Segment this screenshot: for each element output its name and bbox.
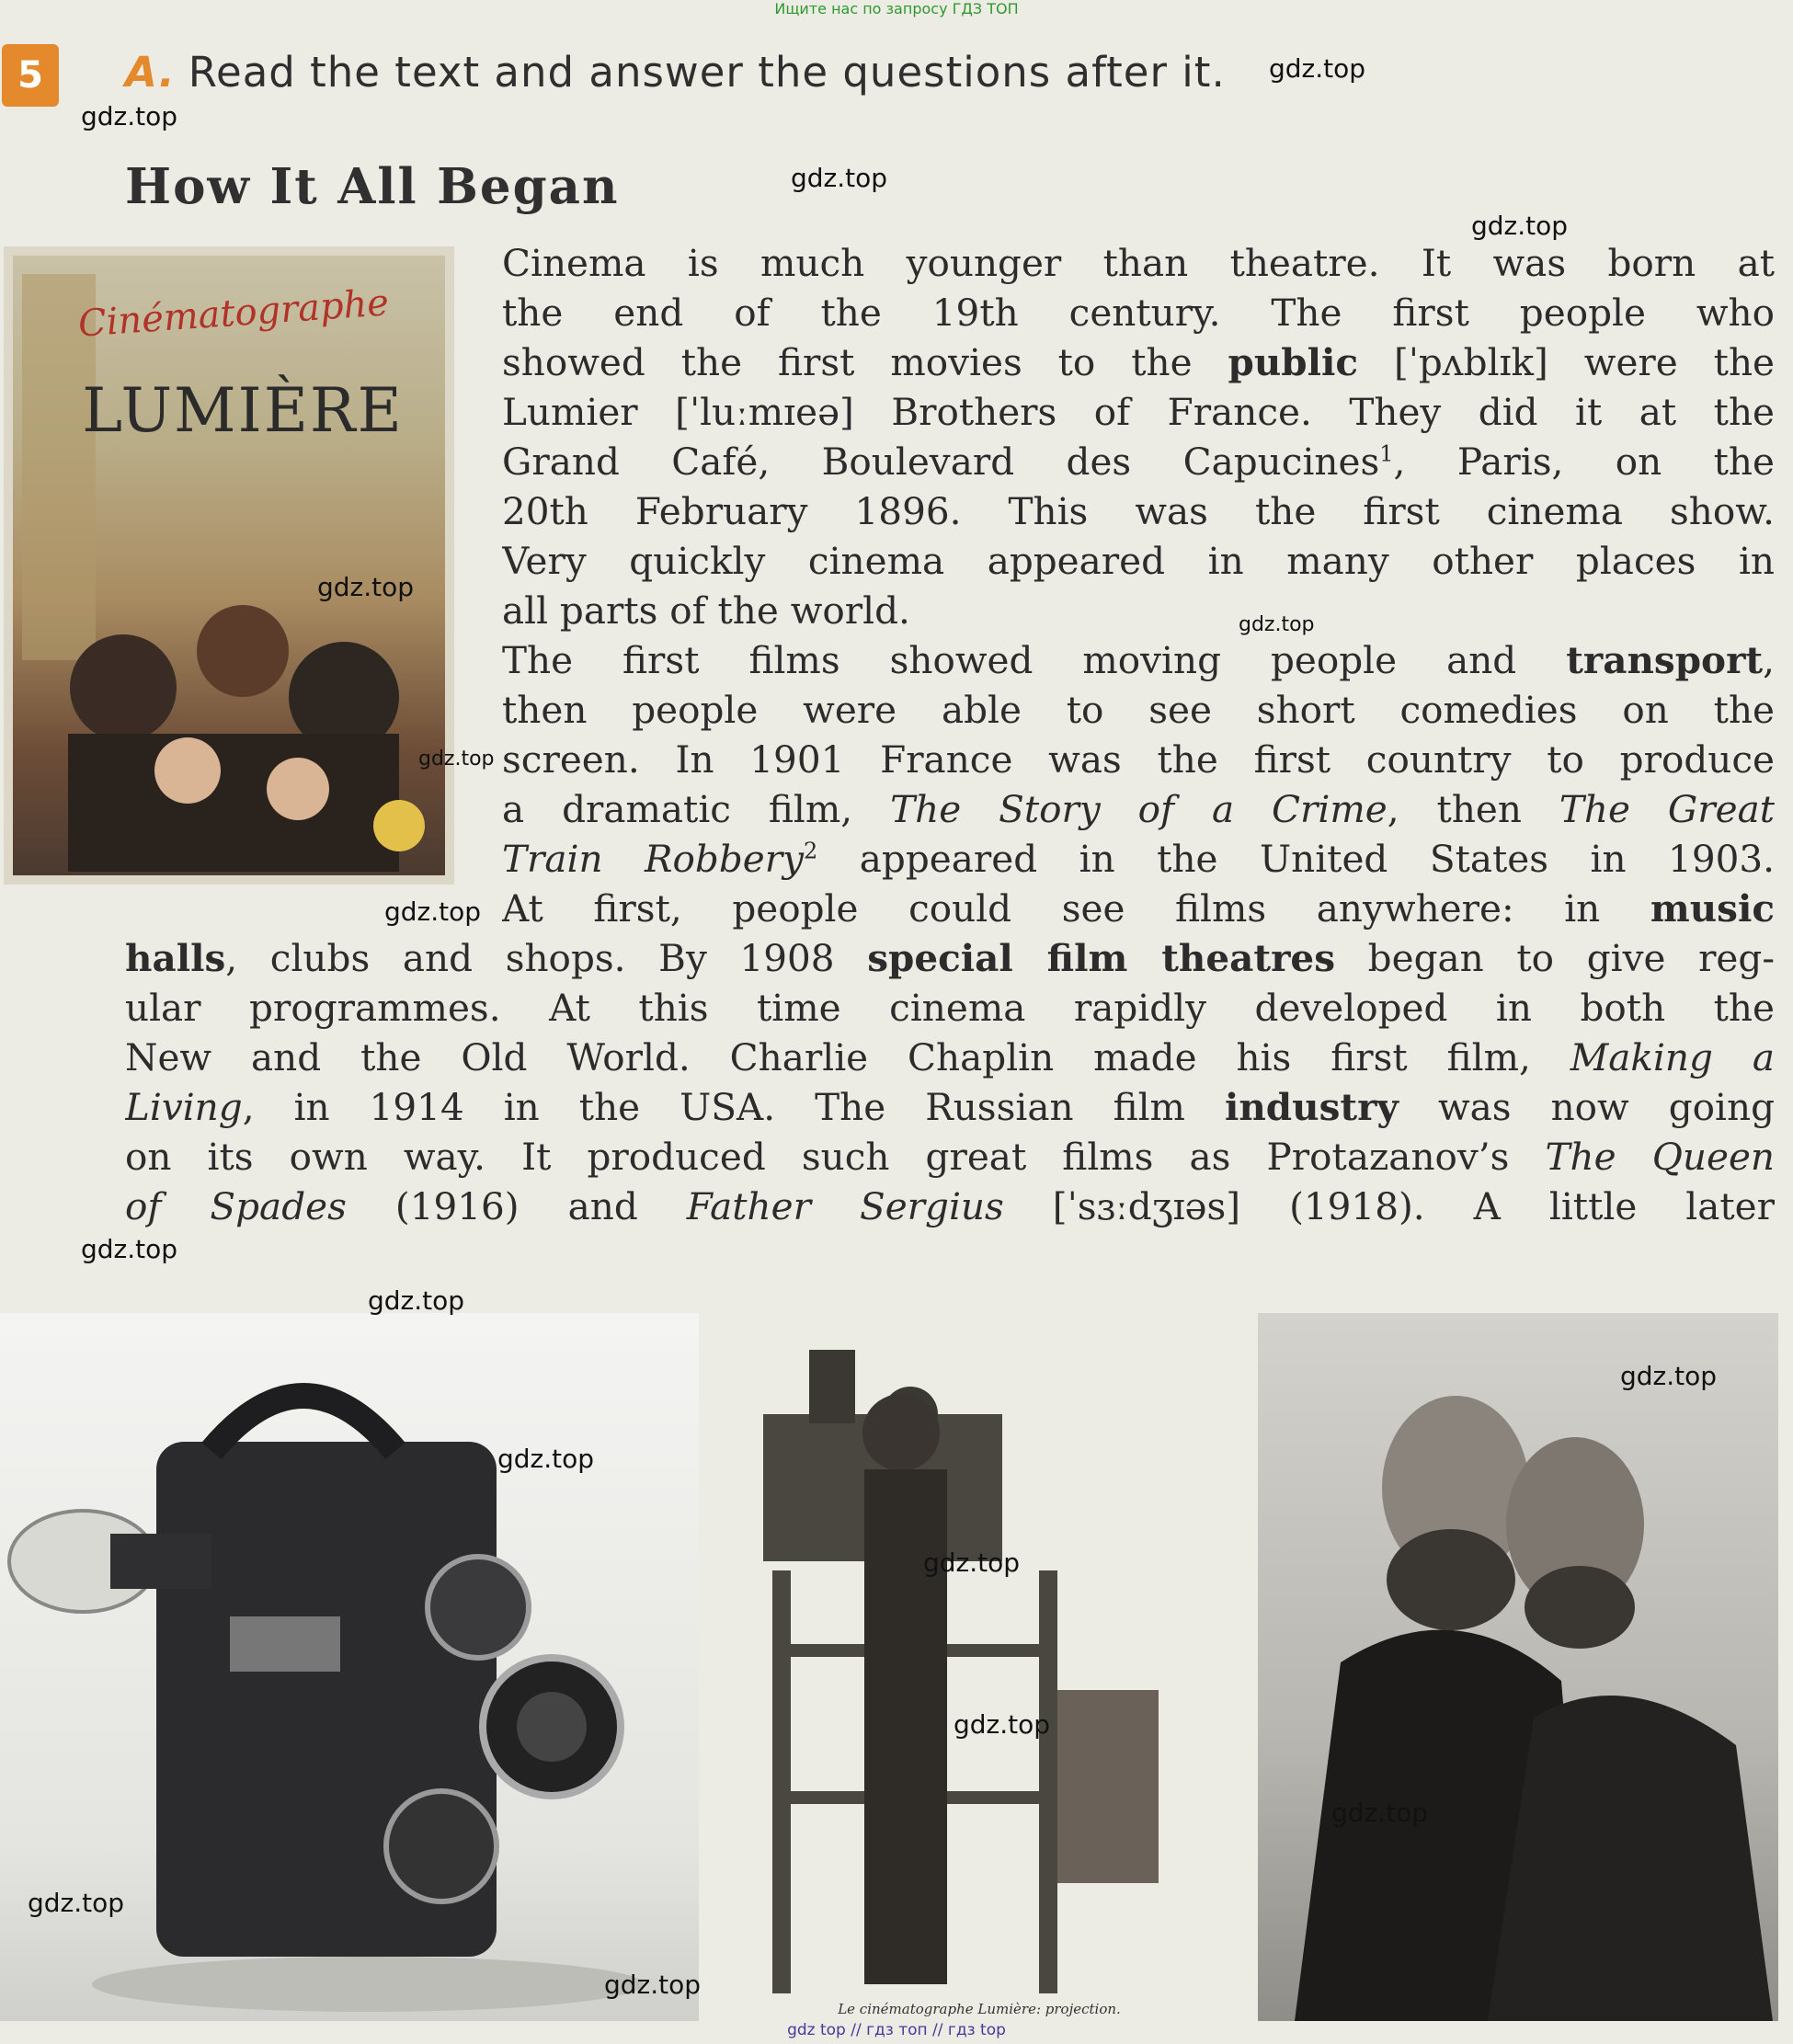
watermark: gdz.top [368, 1285, 465, 1316]
paragraph-1 [502, 238, 1775, 635]
text-line: the end of the 19th century. The first people who [502, 291, 1775, 335]
watermark: gdz.top [1269, 53, 1366, 84]
watermark: gdz.top [28, 1888, 125, 1918]
watermark: gdz.top [604, 1970, 702, 2000]
exercise-part-label: A. [125, 48, 176, 97]
text-line: all parts of the world. [502, 588, 910, 633]
film-title: The Story of a Crime [890, 787, 1388, 831]
exercise-number-badge: 5 [2, 44, 59, 107]
text-title: How It All Began [125, 158, 620, 215]
watermark: gdz.top [1239, 613, 1315, 636]
watermark: gdz.top [1471, 211, 1569, 241]
vocab-industry: industry [1224, 1085, 1399, 1129]
text-line: Train Robbery$^2$ appeared in the United States in 1903. [502, 837, 1775, 881]
top-banner[interactable]: Ищите нас по запросу ГДЗ ТОП [774, 0, 1019, 17]
text-line: At first, people could see films anywhere: in music [502, 886, 1775, 931]
film-title: The Queen [1545, 1135, 1775, 1179]
footer-links[interactable]: gdz top // гдз топ // гдз top [787, 2021, 1006, 2039]
vocab-music-halls: music [1650, 886, 1775, 931]
poster-illustration [13, 256, 445, 875]
text-line: Lumier [ˈluːmɪeə] Brothers of France. They did it at the [502, 390, 1775, 434]
exercise-instruction [125, 48, 1226, 97]
paragraph-3 [125, 933, 1775, 1231]
watermark: gdz.top [81, 101, 178, 131]
instruction-text: Read the text and answer the questions after it. [188, 48, 1226, 97]
text-line: showed the first movies to the public [ˈpʌblɪk] were the [502, 340, 1775, 384]
text-line: ular programmes. At this time cinema rapidly developed in both the [125, 986, 1775, 1030]
text-line: halls, clubs and shops. By 1908 special film theatres began to give reg- [125, 936, 1775, 980]
watermark: gdz.top [954, 1709, 1051, 1740]
text-line: 20th February 1896. This was the first cinema show. [502, 489, 1775, 533]
film-title: of Spades [125, 1184, 347, 1228]
text-line: on its own way. It produced such great films as Protazanov’s The Queen [125, 1135, 1775, 1179]
text-line: a dramatic film, The Story of a Crime, then The Great [502, 787, 1775, 831]
footnote-ref-2[interactable]: 2 [804, 838, 818, 864]
watermark: gdz.top [384, 896, 482, 927]
watermark: gdz.top [791, 163, 888, 193]
brothers-illustration [1258, 1313, 1778, 2021]
lumiere-brothers-photo [1258, 1313, 1778, 2021]
lumiere-poster-image [4, 246, 454, 885]
text-line: Living, in 1914 in the USA. The Russian film industry was now going [125, 1085, 1775, 1129]
footnote-ref-1[interactable]: 1 [1379, 440, 1394, 467]
text-line: New and the Old World. Charlie Chaplin made his first film, Making a [125, 1035, 1775, 1079]
poster-brand-text: Cinématographe [76, 281, 391, 346]
text-line: screen. In 1901 France was the first country to produce [502, 737, 1775, 782]
film-title: The Great [1559, 787, 1775, 831]
projector-illustration [708, 1313, 1251, 2021]
vocab-public: public [1228, 340, 1359, 384]
film-title: Train Robbery [502, 837, 804, 881]
watermark: gdz.top [923, 1547, 1021, 1578]
projector-caption: Le cinématographe Lumière: projection. [838, 2001, 1121, 2017]
text-line: The first films showed moving people and transport, [502, 638, 1775, 682]
film-title: Living [125, 1085, 243, 1129]
text-line: of Spades (1916) and Father Sergius [ˈsɜːdʒɪəs] (1918). A little later [125, 1184, 1775, 1228]
film-title: Making a [1570, 1035, 1775, 1079]
watermark: gdz.top [81, 1234, 178, 1264]
poster-name-text: LUMIÈRE [82, 375, 404, 446]
watermark: gdz.top [1331, 1798, 1429, 1828]
watermark: gdz.top [317, 572, 415, 602]
text-line: then people were able to see short comedies on the [502, 688, 1775, 732]
text-line: Cinema is much younger than theatre. It was born at [502, 241, 1775, 285]
vocab-special-film-theatres: special film theatres [867, 936, 1336, 980]
text-line: Very quickly cinema appeared in many other places in [502, 539, 1775, 583]
watermark: gdz.top [1620, 1361, 1718, 1391]
cinematographe-projection-engraving [708, 1313, 1251, 2021]
text-line: Grand Café, Boulevard des Capucines$^1$, Paris, on the [502, 440, 1775, 484]
paragraph-2 [502, 635, 1775, 933]
vocab-transport: transport [1566, 638, 1764, 682]
film-title: Father Sergius [686, 1184, 1004, 1228]
watermark: gdz.top [497, 1444, 595, 1474]
watermark: gdz.top [418, 748, 495, 771]
